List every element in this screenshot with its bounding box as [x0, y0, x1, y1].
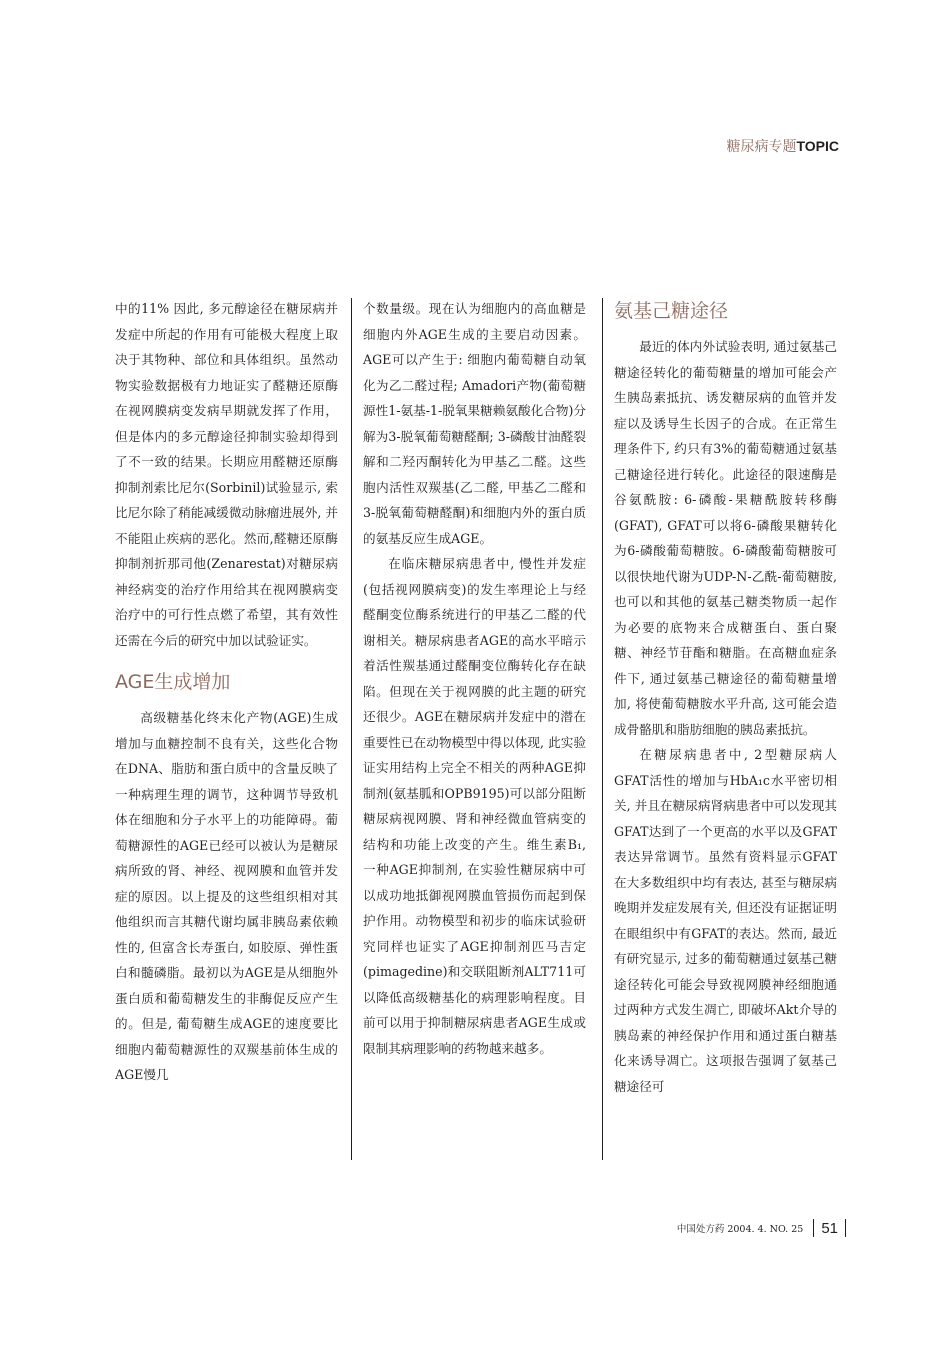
column-divider-2 — [602, 298, 603, 1160]
paragraph-age-clinical: 在临床糖尿病患者中, 慢性并发症(包括视网膜病变)的发生率理论上与经醛酮变位酶系统进行的甲基乙二醛的代谢相关。糖尿病患者AGE的高水平暗示着活性羰基通过醛酮变位酶转化存在缺陷。但现在关于视网膜的此主题的研究还很少。AGE在糖尿病并发症中的潜在重要性已在动物模型中得以体现, 此实验证实用结构上完全不相关的两种AGE抑制剂(氨基胍和OPB9195)可以部分阻断糖尿病视网膜、肾和神经微血管病变的结构和功能上改变的产生。维生素B₁, 一种AGE抑制剂, 在实验性糖尿病中可以成功地抵御视网膜血管损伤而起到保护作用。动物模型和初步的临床试验研究同样也证实了AGE抑制剂匹马吉定(pimagedine)和交联阻断剂ALT711可以降低高级糖基化的病理影响程度。目前可以用于抑制糖尿病患者AGE生成或限制其病理影响的药物越来越多。 — [363, 556, 586, 1056]
text-column-2 — [363, 296, 586, 1061]
column-divider-1 — [351, 298, 352, 1160]
topic-label-en: TOPIC — [796, 138, 839, 154]
paragraph-age-sources: 个数量级。现在认为细胞内的高血糖是细胞内外AGE生成的主要启动因素。AGE可以产生于: 细胞内葡萄糖自动氧化为乙二醛过程; Amadori产物(葡萄糖源性1-氨基-1-脱氧果糖赖氨酸化合物)分解为3-脱氧葡萄糖醛酮; 3-磷酸甘油醛裂解和二羟丙酮转化为甲基乙二醛。这些胞内活性双羰基(乙二醛, 甲基乙二醛和3-脱氧葡萄糖醛酮)和细胞内外的蛋白质的氨基反应生成AGE。 — [363, 301, 586, 546]
text-column-3 — [614, 296, 837, 1099]
journal-citation: 中国处方药 2004. 4. NO. 25 — [676, 1224, 804, 1235]
topic-label-cn: 糖尿病专题 — [726, 139, 797, 155]
text-column-1 — [115, 296, 338, 1088]
footer-divider-right — [845, 1219, 846, 1237]
paragraph-polyol-pathway-end: 中的11% 因此, 多元醇途径在糖尿病并发症中所起的作用有可能极大程度上取决于其物种、部位和具体组织。虽然动物实验数据极有力地证实了醛糖还原酶在视网膜病变发病早期就发挥了作用，但是体内的多元醇途径抑制实验却得到了不一致的结果。长期应用醛糖还原酶抑制剂索比尼尔(Sorbinil)试验显示, 索比尼尔除了稍能减缓微动脉瘤进展外, 并不能阻止疾病的恶化。然而,醛糖还原酶抑制剂折那司他(Zenarestat)对糖尿病神经病变的治疗作用给其在视网膜病变治疗中的可行性点燃了希望，其有效性还需在今后的研究中加以试验证实。 — [115, 301, 338, 648]
paragraph-hexosamine-intro: 最近的体内外试验表明, 通过氨基己糖途径转化的葡萄糖量的增加可能会产生胰岛素抵抗、诱发糖尿病的血管并发症以及诱导生长因子的合成。在正常生理条件下, 约只有3%的葡萄糖通过氨基己糖途径进行转化。此途径的限速酶是谷氨酰胺: 6-磷酸-果糖酰胺转移酶(GFAT), GFAT可以将6-磷酸果糖转化为6-磷酸葡萄糖胺。6-磷酸葡萄糖胺可以很快地代谢为UDP-N-乙酰-葡萄糖胺, 也可以和其他的氨基己糖类物质一起作为必要的底物来合成糖蛋白、蛋白聚糖、神经节苷酯和糖脂。在高糖血症条件下, 通过氨基己糖途径的葡萄糖量增加, 将使葡萄糖胺水平升高, 这可能会造成骨骼肌和脂肪细胞的胰岛素抵抗。 — [614, 339, 837, 737]
paragraph-age-intro: 高级糖基化终末化产物(AGE)生成增加与血糖控制不良有关，这些化合物在DNA、脂肪和蛋白质中的含量反映了一种病理生理的调节，这种调节导致机体在细胞和分子水平上的功能障碍。葡萄糖源性的AGE已经可以被认为是糖尿病所致的肾、神经、视网膜和血管并发症的原因。以上提及的这些组织相对其他组织而言其糖代谢均属非胰岛素依赖性的, 但富含长寿蛋白, 如胶原、弹性蛋白和髓磷脂。最初以为AGE是从细胞外蛋白质和葡萄糖发生的非酶促反应产生的。但是, 葡萄糖生成AGE的速度要比细胞内葡萄糖源性的双羰基前体生成的AGE慢几 — [115, 710, 338, 1082]
page-footer — [677, 1218, 846, 1238]
paragraph-hexosamine-clinical: 在糖尿病患者中, 2型糖尿病人GFAT活性的增加与HbA₁c水平密切相关, 并且在糖尿病肾病患者中可以发现其GFAT达到了一个更高的水平以及GFAT表达异常调节。虽然有资料显示GFAT在大多数组织中均有表达, 甚至与糖尿病晚期并发症发展有关, 但还没有证据证明在眼组织中有GFAT的表达。然而, 最近有研究显示, 过多的葡萄糖通过氨基己糖途径转化可能会导致视网膜神经细胞通过两种方式发生凋亡, 即破坏Akt介导的胰岛素的神经保护作用和通过蛋白糖基化来诱导凋亡。这项报告强调了氨基己糖途径可 — [614, 747, 837, 1094]
section-heading-age: AGE生成增加 — [115, 671, 231, 693]
page-number: 51 — [821, 1219, 838, 1237]
section-topic-header — [726, 136, 839, 156]
section-heading-hexosamine: 氨基己糖途径 — [614, 300, 729, 322]
